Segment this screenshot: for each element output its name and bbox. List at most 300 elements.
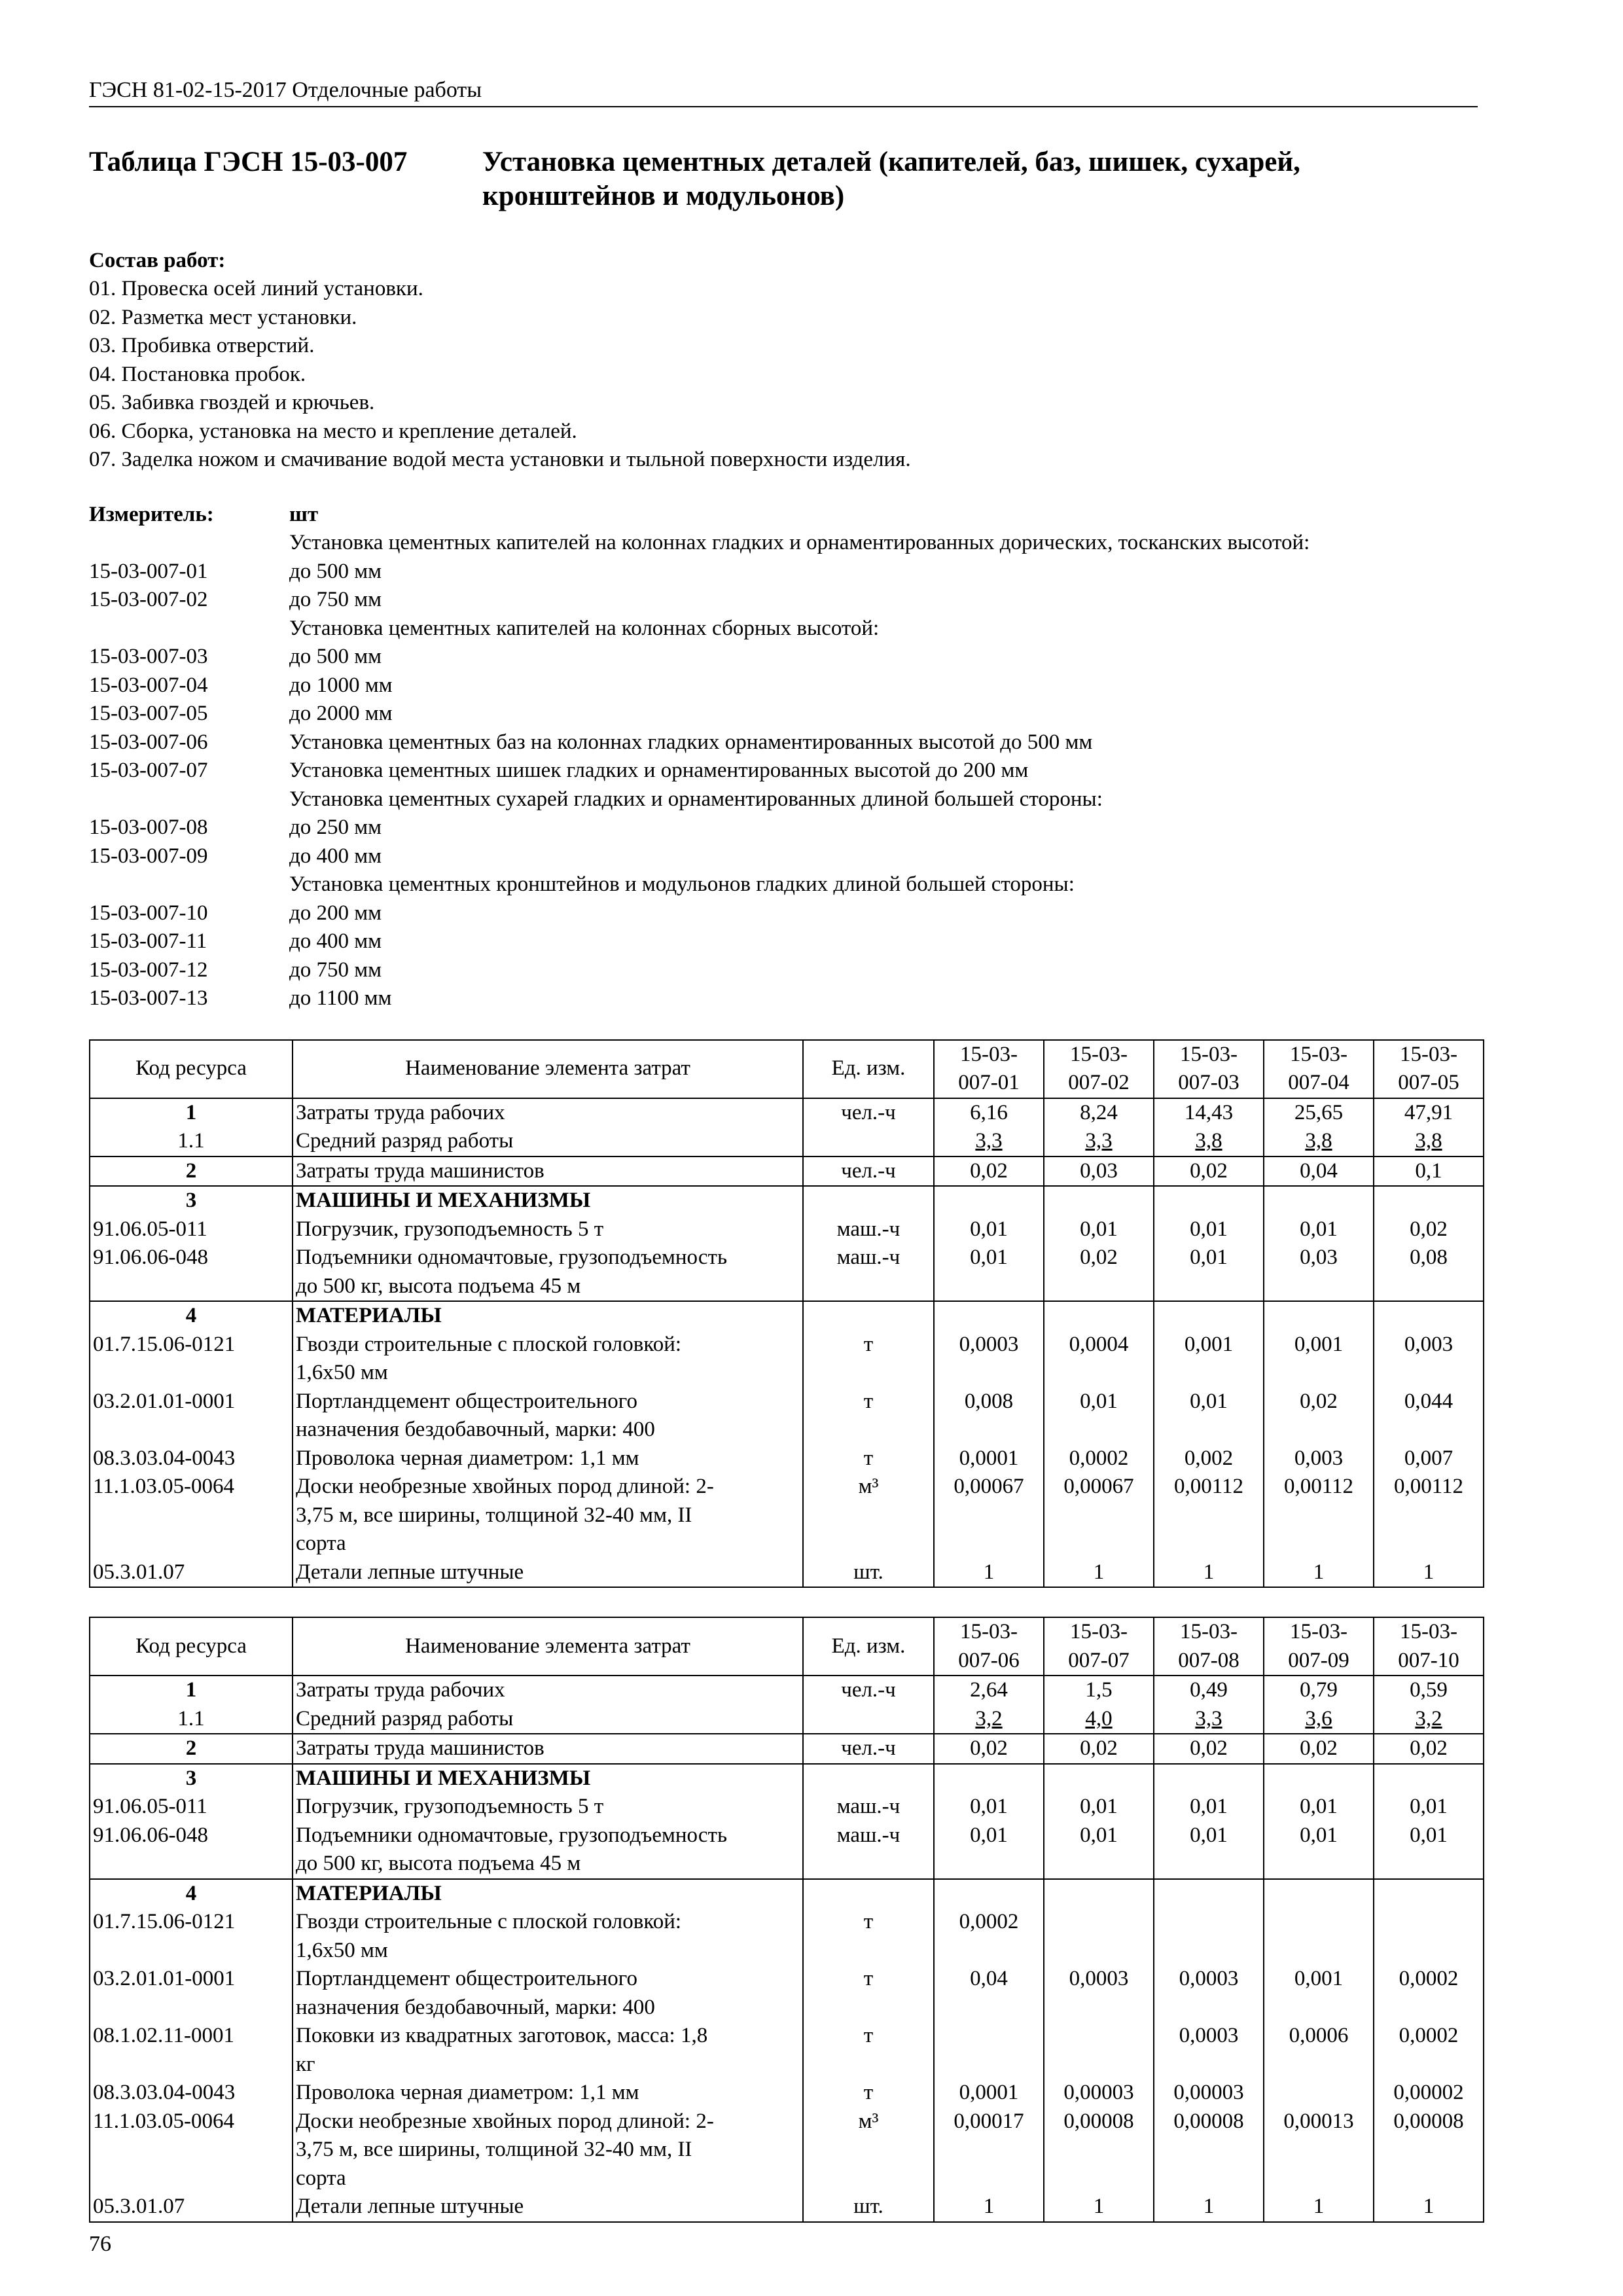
- column-header-rate-code: 15-03- 007-06: [934, 1617, 1044, 1676]
- resource-value: [1264, 1186, 1374, 1215]
- resource-name: Доски необрезные хвойных пород длиной: 2- 3,75 м, все ширины, толщиной 32-40 мм, II сорта: [293, 2108, 803, 2193]
- resource-value: 0,04: [1264, 1157, 1374, 1187]
- measure-row: [89, 927, 1478, 956]
- resource-value: [934, 1301, 1044, 1331]
- measure-code: 15-03-007-08: [89, 816, 208, 839]
- work-item: 01. Провеска осей линий установки.: [89, 277, 423, 300]
- resource-code: 11.1.03.05-0064: [90, 2108, 293, 2193]
- measure-description: Установка цементных капителей на колоннах сборных высотой:: [289, 616, 880, 640]
- page-number: 76: [89, 2231, 111, 2256]
- table-row: [90, 1157, 1484, 1187]
- measure-description: до 750 мм: [289, 958, 382, 982]
- resource-value: 0,007: [1374, 1444, 1484, 1473]
- table-header-row: [90, 1617, 1484, 1676]
- resource-unit: [803, 1127, 934, 1157]
- measure-description: до 2000 мм: [289, 702, 393, 725]
- resource-code: 91.06.06-048: [90, 1821, 293, 1879]
- resource-value: 3,8: [1154, 1127, 1264, 1157]
- resource-value: 0,01: [1044, 1215, 1154, 1244]
- measure-row: [89, 558, 1478, 586]
- resource-value: 0,01: [934, 1821, 1044, 1879]
- resource-value: 0,0002: [1374, 1965, 1484, 2022]
- table-row: [90, 2022, 1484, 2079]
- resource-value: [1264, 1301, 1374, 1331]
- resource-code: 08.3.03.04-0043: [90, 1444, 293, 1473]
- resource-value: 1: [934, 2193, 1044, 2222]
- resource-name: Затраты труда машинистов: [293, 1734, 803, 1764]
- resource-code: 2: [90, 1157, 293, 1187]
- table-row: [90, 1558, 1484, 1588]
- table-id: Таблица ГЭСН 15-03-007: [89, 147, 408, 177]
- resource-unit: маш.-ч: [803, 1821, 934, 1879]
- resource-code: 03.2.01.01-0001: [90, 1965, 293, 2022]
- resource-value: 0,0003: [1154, 2022, 1264, 2079]
- resource-value: 0,00002: [1374, 2079, 1484, 2108]
- resource-value: 0,02: [1044, 1734, 1154, 1764]
- resource-name: Затраты труда рабочих: [293, 1098, 803, 1128]
- resource-code: 03.2.01.01-0001: [90, 1388, 293, 1444]
- resource-value: 0,0002: [1044, 1444, 1154, 1473]
- resource-code: 91.06.05-011: [90, 1215, 293, 1244]
- resource-unit: т: [803, 1388, 934, 1444]
- measure-row: [89, 529, 1478, 558]
- resource-unit: маш.-ч: [803, 1244, 934, 1301]
- measure-row: [89, 586, 1478, 615]
- resource-value: 0,1: [1374, 1157, 1484, 1187]
- resource-name: Погрузчик, грузоподъемность 5 т: [293, 1215, 803, 1244]
- resource-name: Проволока черная диаметром: 1,1 мм: [293, 2079, 803, 2108]
- resource-name: Подъемники одномачтовые, грузоподъемность до 500 кг, высота подъема 45 м: [293, 1244, 803, 1301]
- table-row: [90, 1098, 1484, 1128]
- resource-value: 3,8: [1264, 1127, 1374, 1157]
- resource-code: 11.1.03.05-0064: [90, 1473, 293, 1558]
- resource-table-2: [89, 1617, 1484, 2223]
- measure-row: [89, 814, 1478, 842]
- table-row: [90, 2079, 1484, 2108]
- resource-value: 0,01: [1264, 1793, 1374, 1821]
- table-caption-line: Установка цементных деталей (капителей, баз, шишек, сухарей,: [482, 147, 1300, 177]
- resource-value: [1264, 1764, 1374, 1793]
- work-composition-list: [89, 275, 1478, 475]
- measure-code: 15-03-007-11: [89, 929, 207, 953]
- column-header-rate-code: 15-03- 007-09: [1264, 1617, 1374, 1676]
- measure-unit: шт: [289, 502, 319, 526]
- resource-value: 0,01: [1154, 1244, 1264, 1301]
- table-caption-line: кронштейнов и модульонов): [482, 181, 845, 211]
- measure-row: [89, 785, 1478, 814]
- measure-description: до 400 мм: [289, 844, 382, 868]
- resource-name: Гвозди строительные с плоской головкой: 1,6x50 мм: [293, 1331, 803, 1388]
- measure-code: 15-03-007-06: [89, 730, 208, 754]
- column-header-code: Код ресурса: [90, 1040, 293, 1098]
- resource-value: [1374, 1301, 1484, 1331]
- resource-unit: чел.-ч: [803, 1734, 934, 1764]
- resource-value: [1264, 1879, 1374, 1909]
- resource-value: 0,03: [1044, 1157, 1154, 1187]
- resource-value: [1264, 1908, 1374, 1965]
- measure-code: 15-03-007-10: [89, 901, 208, 925]
- resource-value: 0,02: [1374, 1734, 1484, 1764]
- table-row: [90, 2108, 1484, 2193]
- resource-value: 0,00008: [1374, 2108, 1484, 2193]
- resource-code: 3: [90, 1764, 293, 1793]
- table-row: [90, 1215, 1484, 1244]
- resource-code: 1.1: [90, 1705, 293, 1734]
- resource-value: 0,003: [1374, 1331, 1484, 1388]
- resource-unit: маш.-ч: [803, 1793, 934, 1821]
- resource-value: 0,0004: [1044, 1331, 1154, 1388]
- measure-description: до 200 мм: [289, 901, 382, 925]
- measure-list: [89, 529, 1478, 1013]
- resource-value: 0,001: [1154, 1331, 1264, 1388]
- resource-name: Портландцемент общестроительного назначения бездобавочный, марки: 400: [293, 1965, 803, 2022]
- resource-code: 1: [90, 1098, 293, 1128]
- resource-unit: [803, 1764, 934, 1793]
- resource-value: 0,01: [1154, 1215, 1264, 1244]
- resource-value: [1044, 2022, 1154, 2079]
- resource-name: Детали лепные штучные: [293, 2193, 803, 2222]
- measure-header: [89, 501, 1478, 529]
- resource-value: 0,00067: [1044, 1473, 1154, 1558]
- resource-name: МАШИНЫ И МЕХАНИЗМЫ: [293, 1186, 803, 1215]
- resource-unit: [803, 1705, 934, 1734]
- resource-value: 0,02: [934, 1157, 1044, 1187]
- resource-value: 0,02: [1264, 1734, 1374, 1764]
- resource-value: 3,8: [1374, 1127, 1484, 1157]
- work-item: 02. Разметка мест установки.: [89, 305, 357, 329]
- resource-value: 0,044: [1374, 1388, 1484, 1444]
- resource-value: 0,00008: [1154, 2108, 1264, 2193]
- resource-unit: т: [803, 1965, 934, 2022]
- resource-value: [1154, 1908, 1264, 1965]
- resource-value: 0,49: [1154, 1676, 1264, 1705]
- resource-name: МАТЕРИАЛЫ: [293, 1879, 803, 1909]
- resource-value: 0,01: [1044, 1388, 1154, 1444]
- document-page: [89, 77, 1478, 2257]
- table-row: [90, 1388, 1484, 1444]
- resource-value: 0,0001: [934, 2079, 1044, 2108]
- resource-code: 4: [90, 1301, 293, 1331]
- measure-code: 15-03-007-13: [89, 986, 208, 1010]
- table-row: [90, 1734, 1484, 1764]
- resource-name: Портландцемент общестроительного назначения бездобавочный, марки: 400: [293, 1388, 803, 1444]
- resource-value: 0,00013: [1264, 2108, 1374, 2193]
- resource-value: 14,43: [1154, 1098, 1264, 1128]
- resource-value: 1: [1264, 2193, 1374, 2222]
- measure-description: Установка цементных баз на колоннах гладких орнаментированных высотой до 500 мм: [289, 730, 1093, 754]
- resource-name: Затраты труда рабочих: [293, 1676, 803, 1705]
- resource-value: 0,0002: [934, 1908, 1044, 1965]
- resource-unit: т: [803, 2022, 934, 2079]
- resource-value: [1044, 1301, 1154, 1331]
- column-header-rate-code: 15-03- 007-08: [1154, 1617, 1264, 1676]
- resource-value: 0,02: [934, 1734, 1044, 1764]
- measure-code: 15-03-007-01: [89, 559, 208, 583]
- resource-code: 08.3.03.04-0043: [90, 2079, 293, 2108]
- resource-unit: м³: [803, 1473, 934, 1558]
- measure-description: до 250 мм: [289, 816, 382, 839]
- resource-value: [1044, 1879, 1154, 1909]
- measure-row: [89, 728, 1478, 757]
- resource-unit: т: [803, 1444, 934, 1473]
- resource-value: [934, 1764, 1044, 1793]
- resource-value: 0,0003: [1154, 1965, 1264, 2022]
- column-header-unit: Ед. изм.: [803, 1040, 934, 1098]
- resource-unit: шт.: [803, 1558, 934, 1588]
- resource-code: 4: [90, 1879, 293, 1909]
- resource-value: 0,01: [1154, 1821, 1264, 1879]
- table-row: [90, 1444, 1484, 1473]
- resource-value: 0,08: [1374, 1244, 1484, 1301]
- column-header-unit: Ед. изм.: [803, 1617, 934, 1676]
- measure-description: Установка цементных кронштейнов и модульонов гладких длиной большей стороны:: [289, 872, 1075, 896]
- resource-value: 0,00112: [1264, 1473, 1374, 1558]
- resource-value: 0,00112: [1374, 1473, 1484, 1558]
- measure-description: до 750 мм: [289, 588, 382, 611]
- table-row: [90, 2193, 1484, 2222]
- resource-value: 1: [1374, 1558, 1484, 1588]
- resource-value: 1: [1044, 1558, 1154, 1588]
- resource-value: 0,01: [1374, 1793, 1484, 1821]
- resource-value: 0,01: [1154, 1793, 1264, 1821]
- resource-value: 0,02: [1374, 1215, 1484, 1244]
- resource-unit: чел.-ч: [803, 1676, 934, 1705]
- resource-value: 0,0003: [1044, 1965, 1154, 2022]
- table-row: [90, 1965, 1484, 2022]
- measure-row: [89, 615, 1478, 643]
- resource-value: 0,02: [1044, 1244, 1154, 1301]
- work-composition-heading: Состав работ:: [89, 249, 226, 272]
- resource-code: 91.06.06-048: [90, 1244, 293, 1301]
- resource-value: [1154, 1301, 1264, 1331]
- resource-name: МАШИНЫ И МЕХАНИЗМЫ: [293, 1764, 803, 1793]
- resource-value: 0,00003: [1154, 2079, 1264, 2108]
- resource-value: 4,0: [1044, 1705, 1154, 1734]
- resource-value: [1044, 1186, 1154, 1215]
- work-item: 06. Сборка, установка на место и крепление деталей.: [89, 419, 577, 443]
- resource-name: Проволока черная диаметром: 1,1 мм: [293, 1444, 803, 1473]
- resource-value: 0,01: [1264, 1215, 1374, 1244]
- table-row: [90, 1793, 1484, 1821]
- resource-value: 1,5: [1044, 1676, 1154, 1705]
- measure-row: [89, 757, 1478, 785]
- resource-value: 3,3: [1044, 1127, 1154, 1157]
- resource-name: Средний разряд работы: [293, 1127, 803, 1157]
- column-header-name: Наименование элемента затрат: [293, 1617, 803, 1676]
- resource-value: [1264, 2079, 1374, 2108]
- measure-row: [89, 672, 1478, 700]
- resource-code: 05.3.01.07: [90, 1558, 293, 1588]
- measure-code: 15-03-007-09: [89, 844, 208, 868]
- resource-value: 0,0001: [934, 1444, 1044, 1473]
- resource-name: Подъемники одномачтовые, грузоподъемность до 500 кг, высота подъема 45 м: [293, 1821, 803, 1879]
- resource-value: 0,02: [1154, 1734, 1264, 1764]
- resource-value: 0,008: [934, 1388, 1044, 1444]
- resource-value: 0,02: [1264, 1388, 1374, 1444]
- resource-code: 3: [90, 1186, 293, 1215]
- resource-unit: м³: [803, 2108, 934, 2193]
- measure-code: 15-03-007-04: [89, 673, 208, 697]
- work-item: 07. Заделка ножом и смачивание водой места установки и тыльной поверхности изделия.: [89, 448, 911, 471]
- resource-value: 1: [1044, 2193, 1154, 2222]
- resource-name: Гвозди строительные с плоской головкой: 1,6x50 мм: [293, 1908, 803, 1965]
- running-header: ГЭСН 81-02-15-2017 Отделочные работы: [89, 77, 1478, 107]
- resource-name: Поковки из квадратных заготовок, масса: 1,8 кг: [293, 2022, 803, 2079]
- resource-value: [1154, 1879, 1264, 1909]
- resource-value: 0,01: [934, 1244, 1044, 1301]
- resource-value: 1: [1374, 2193, 1484, 2222]
- work-item: 03. Пробивка отверстий.: [89, 334, 315, 357]
- resource-code: 2: [90, 1734, 293, 1764]
- resource-code: 1: [90, 1676, 293, 1705]
- measure-row: [89, 984, 1478, 1013]
- resource-name: Средний разряд работы: [293, 1705, 803, 1734]
- resource-value: [1374, 1186, 1484, 1215]
- measure-description: до 1000 мм: [289, 673, 393, 697]
- measure-row: [89, 643, 1478, 672]
- table-row: [90, 1908, 1484, 1965]
- column-header-code: Код ресурса: [90, 1617, 293, 1676]
- table-row: [90, 1879, 1484, 1909]
- measure-code: 15-03-007-02: [89, 588, 208, 611]
- measure-row: [89, 700, 1478, 728]
- resource-value: 0,01: [934, 1793, 1044, 1821]
- column-header-rate-code: 15-03- 007-05: [1374, 1040, 1484, 1098]
- resource-value: 0,00112: [1154, 1473, 1264, 1558]
- table-row: [90, 1764, 1484, 1793]
- table-row: [90, 1676, 1484, 1705]
- table-row: [90, 1127, 1484, 1157]
- resource-value: 2,64: [934, 1676, 1044, 1705]
- resource-value: 3,6: [1264, 1705, 1374, 1734]
- resource-unit: т: [803, 1331, 934, 1388]
- column-header-name: Наименование элемента затрат: [293, 1040, 803, 1098]
- resource-value: [934, 1879, 1044, 1909]
- resource-value: 0,002: [1154, 1444, 1264, 1473]
- column-header-rate-code: 15-03- 007-07: [1044, 1617, 1154, 1676]
- resource-value: 0,0003: [934, 1331, 1044, 1388]
- measure-code: [89, 785, 289, 814]
- resource-value: [1154, 1186, 1264, 1215]
- resource-value: 1: [1154, 1558, 1264, 1588]
- measure-description: Установка цементных шишек гладких и орнаментированных высотой до 200 мм: [289, 759, 1029, 782]
- measure-description: до 1100 мм: [289, 986, 392, 1010]
- resource-value: 0,00008: [1044, 2108, 1154, 2193]
- resource-unit: [803, 1301, 934, 1331]
- measure-code: 15-03-007-07: [89, 759, 208, 782]
- resource-code: 01.7.15.06-0121: [90, 1908, 293, 1965]
- resource-value: 0,00017: [934, 2108, 1044, 2193]
- resource-value: 1: [934, 1558, 1044, 1588]
- resource-unit: т: [803, 1908, 934, 1965]
- measure-row: [89, 870, 1478, 899]
- resource-value: 0,79: [1264, 1676, 1374, 1705]
- resource-unit: [803, 1186, 934, 1215]
- resource-value: [1374, 1908, 1484, 1965]
- resource-value: [1374, 1879, 1484, 1909]
- resource-table-1: [89, 1039, 1484, 1588]
- measure-description: Установка цементных капителей на колоннах гладких и орнаментированных дорических, тосканских высотой:: [289, 531, 1310, 554]
- column-header-rate-code: 15-03- 007-01: [934, 1040, 1044, 1098]
- resource-value: 1: [1154, 2193, 1264, 2222]
- table-title: [89, 145, 1478, 213]
- resource-value: 25,65: [1264, 1098, 1374, 1128]
- resource-value: 1: [1264, 1558, 1374, 1588]
- measure-block: [89, 501, 1478, 1013]
- table-row: [90, 1301, 1484, 1331]
- resource-value: 0,00067: [934, 1473, 1044, 1558]
- resource-value: 6,16: [934, 1098, 1044, 1128]
- resource-value: 0,0002: [1374, 2022, 1484, 2079]
- measure-code: 15-03-007-12: [89, 958, 208, 982]
- work-item: 05. Забивка гвоздей и крючьев.: [89, 391, 375, 414]
- resource-name: Детали лепные штучные: [293, 1558, 803, 1588]
- resource-value: 0,01: [934, 1215, 1044, 1244]
- column-header-rate-code: 15-03- 007-04: [1264, 1040, 1374, 1098]
- resource-value: 0,02: [1154, 1157, 1264, 1187]
- measure-description: до 500 мм: [289, 559, 382, 583]
- measure-code: 15-03-007-03: [89, 645, 208, 668]
- table-header-row: [90, 1040, 1484, 1098]
- resource-value: 3,2: [934, 1705, 1044, 1734]
- resource-name: Доски необрезные хвойных пород длиной: 2- 3,75 м, все ширины, толщиной 32-40 мм, II сорта: [293, 1473, 803, 1558]
- column-header-rate-code: 15-03- 007-03: [1154, 1040, 1264, 1098]
- measure-description: до 500 мм: [289, 645, 382, 668]
- resource-unit: т: [803, 2079, 934, 2108]
- resource-value: [934, 1186, 1044, 1215]
- resource-value: 0,001: [1264, 1331, 1374, 1388]
- measure-row: [89, 956, 1478, 985]
- table-row: [90, 1473, 1484, 1558]
- resource-name: Затраты труда машинистов: [293, 1157, 803, 1187]
- resource-name: МАТЕРИАЛЫ: [293, 1301, 803, 1331]
- column-header-rate-code: 15-03- 007-10: [1374, 1617, 1484, 1676]
- resource-unit: [803, 1879, 934, 1909]
- measure-row: [89, 842, 1478, 871]
- resource-code: 05.3.01.07: [90, 2193, 293, 2222]
- resource-value: 0,01: [1374, 1821, 1484, 1879]
- column-header-rate-code: 15-03- 007-02: [1044, 1040, 1154, 1098]
- measure-label: Измеритель:: [89, 502, 214, 526]
- resource-value: 0,003: [1264, 1444, 1374, 1473]
- resource-value: [1044, 1764, 1154, 1793]
- table-row: [90, 1821, 1484, 1879]
- resource-unit: чел.-ч: [803, 1157, 934, 1187]
- measure-code: [89, 529, 289, 558]
- resource-value: 0,01: [1044, 1821, 1154, 1879]
- measure-row: [89, 899, 1478, 928]
- resource-unit: маш.-ч: [803, 1215, 934, 1244]
- resource-value: 3,3: [1154, 1705, 1264, 1734]
- resource-value: [1374, 1764, 1484, 1793]
- resource-name: Погрузчик, грузоподъемность 5 т: [293, 1793, 803, 1821]
- table-row: [90, 1331, 1484, 1388]
- table-row: [90, 1705, 1484, 1734]
- resource-code: 08.1.02.11-0001: [90, 2022, 293, 2079]
- resource-value: [934, 2022, 1044, 2079]
- measure-description: Установка цементных сухарей гладких и орнаментированных длиной большей стороны:: [289, 787, 1103, 811]
- resource-unit: шт.: [803, 2193, 934, 2222]
- resource-value: 0,01: [1264, 1821, 1374, 1879]
- work-item: 04. Постановка пробок.: [89, 362, 306, 386]
- measure-code: 15-03-007-05: [89, 702, 208, 725]
- resource-value: [1044, 1908, 1154, 1965]
- resource-value: 3,2: [1374, 1705, 1484, 1734]
- resource-value: 0,01: [1154, 1388, 1264, 1444]
- resource-value: 0,0006: [1264, 2022, 1374, 2079]
- table-row: [90, 1186, 1484, 1215]
- resource-code: 01.7.15.06-0121: [90, 1331, 293, 1388]
